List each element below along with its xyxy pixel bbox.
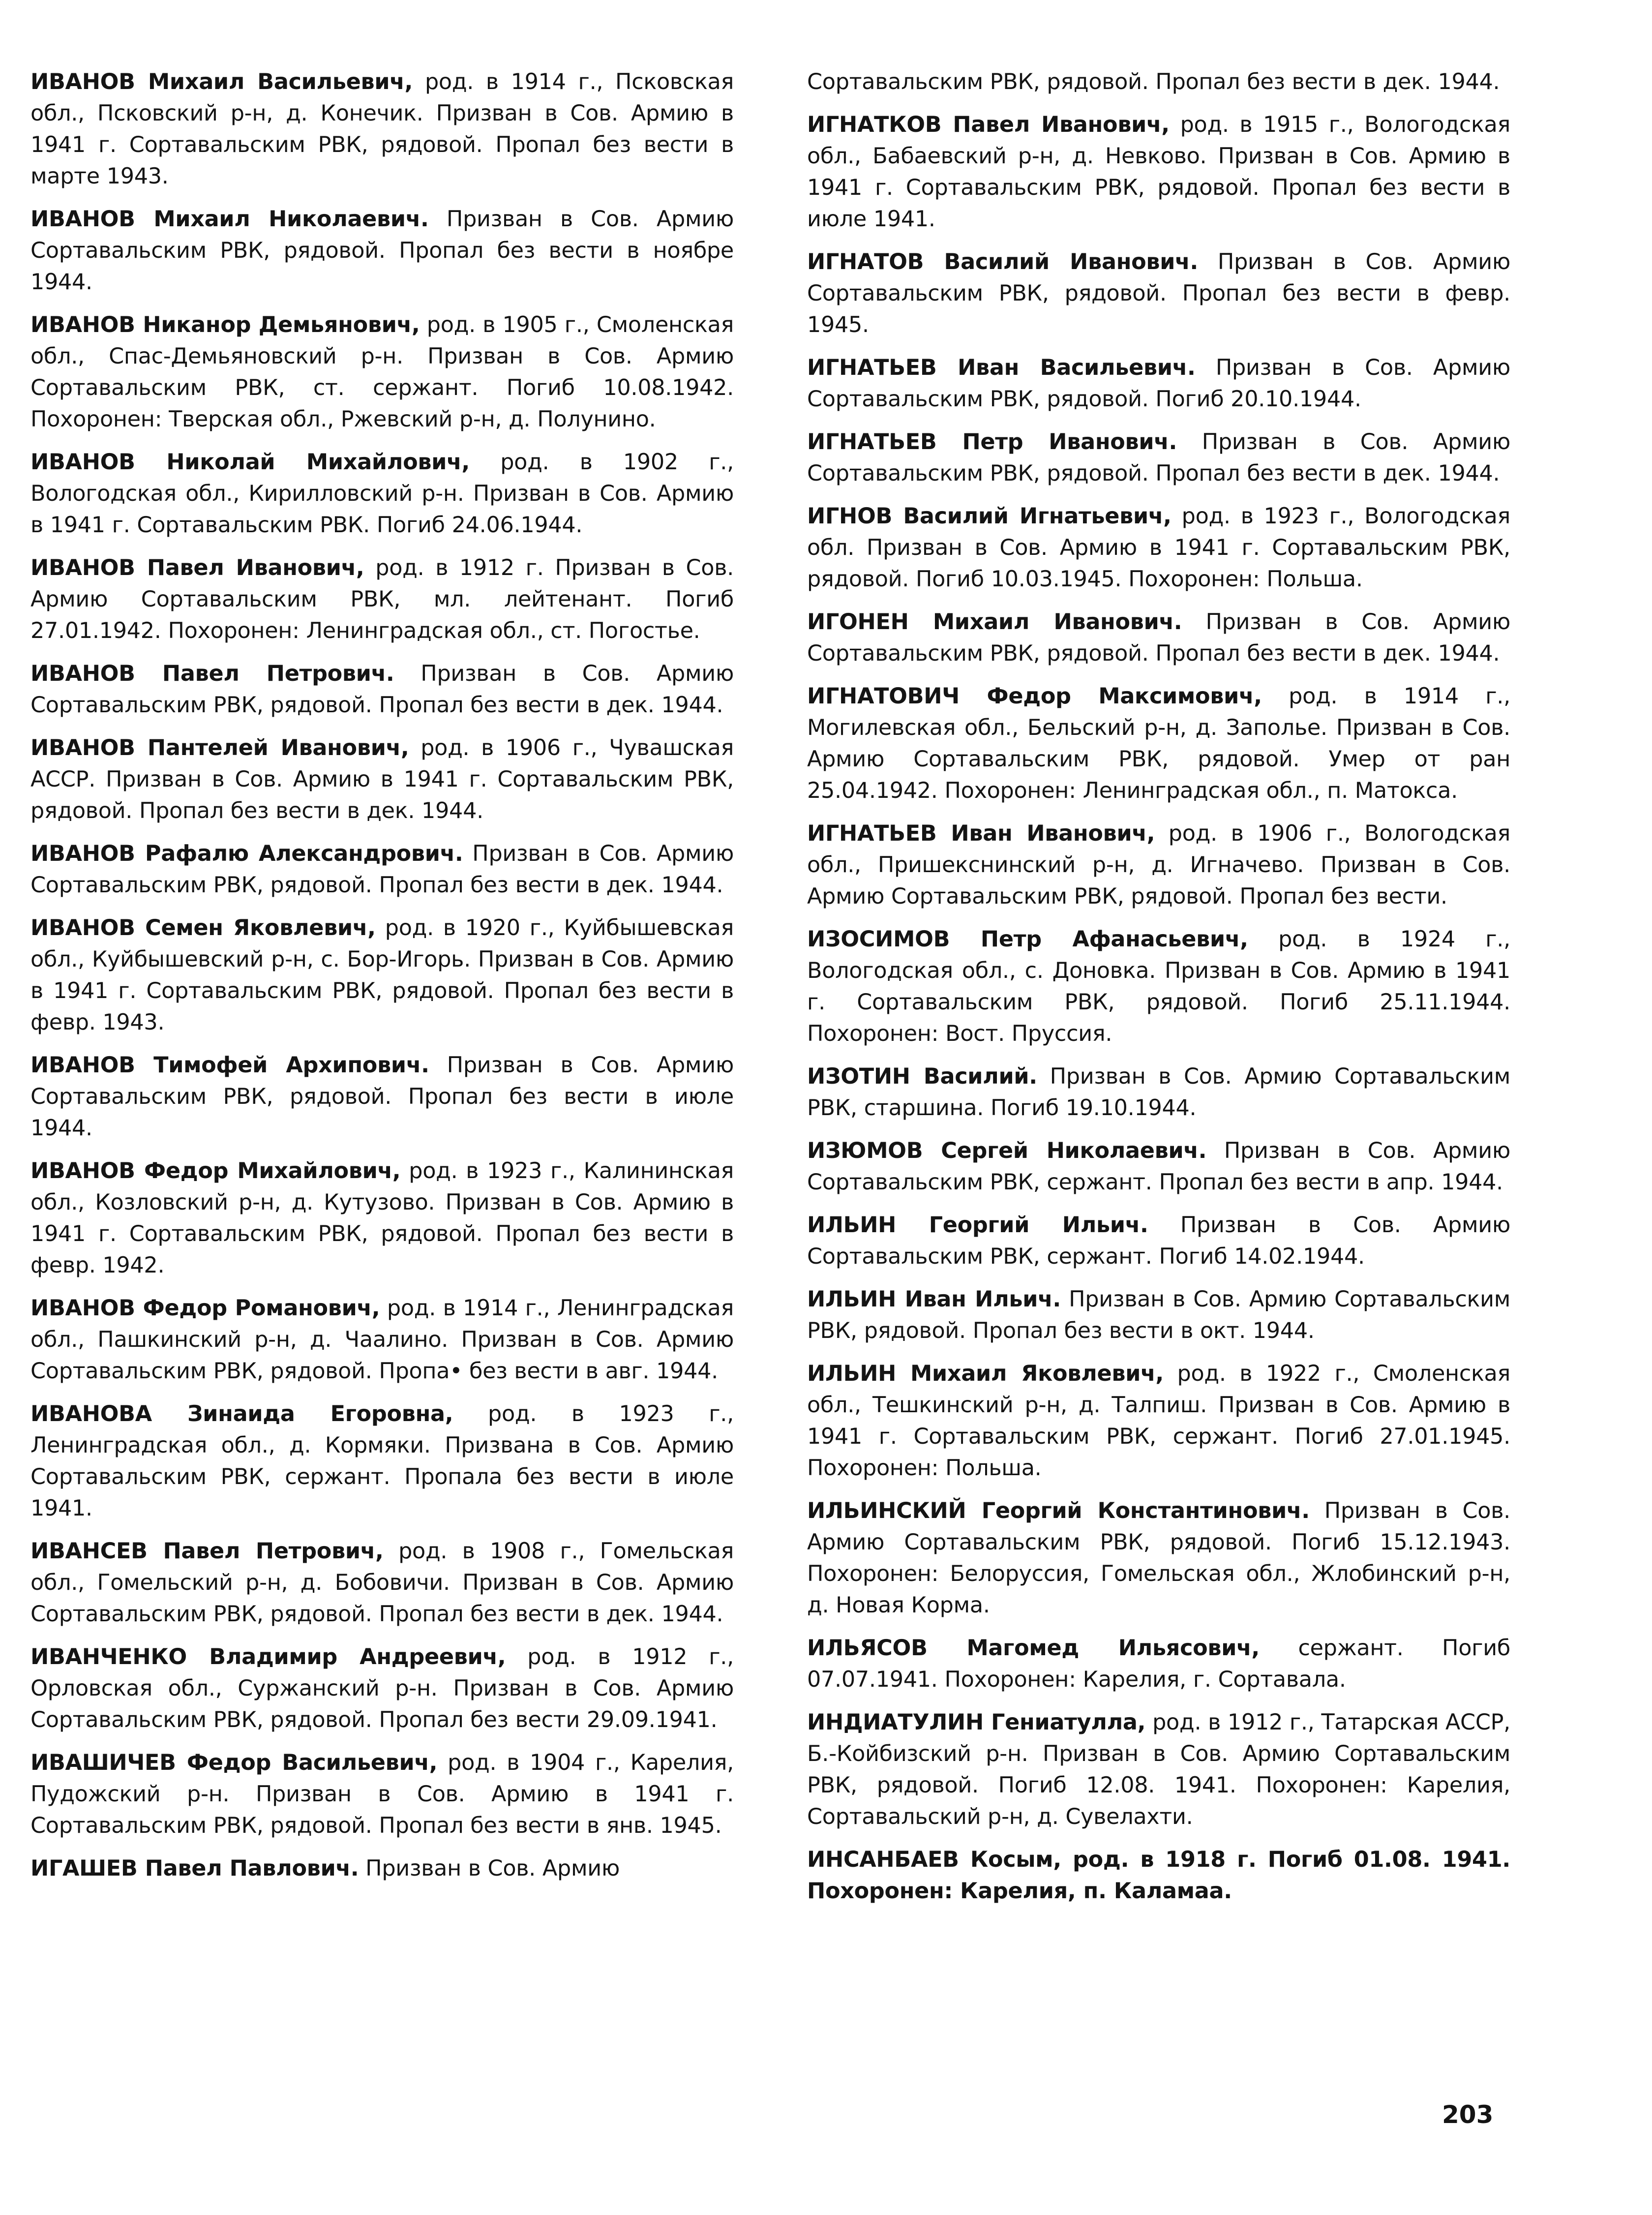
- entry-text: Призван в Сов. Армию Сортавальским РВК, рядовой. Пропал без вести в дек. 1944.: [807, 429, 1511, 486]
- entry-name: ИЛЬИНСКИЙ Георгий Константинович.: [807, 1498, 1310, 1523]
- last-entry: ИНСАНБАЕВ Косым, род. в 1918 г. Погиб 01.08. 1941. Похоронен: Карелия, п. Каламаа.: [807, 1847, 1510, 1904]
- entry-name: ИЛЬИН Михаил Яковлевич,: [807, 1361, 1164, 1386]
- entry-text: сержант. Погиб 07.07.1941. Похоронен: Карелия, г. Сортавала.: [807, 1636, 1510, 1692]
- list-item: [807, 352, 1510, 415]
- list-item: [807, 1358, 1510, 1484]
- entry-text: Призван в Сов. Армию Сортавальским РВК, рядовой. Пропал без вести в ноябре 1944.: [30, 207, 734, 295]
- list-item: [30, 1155, 734, 1281]
- entry-name: ИГНАТОВ Василий Иванович.: [807, 249, 1199, 274]
- entry-name: ИГАШЕВ Павел Павлович.: [30, 1856, 359, 1881]
- list-item: [807, 818, 1510, 912]
- entry-text: род. в 1920 г., Куйбышевская обл., Куйбышевский р-н, с. Бор-Игорь. Призван в Сов. Армию в 1941 г. Сортавальским РВК, рядовой. Пропал без вести в февр. 1943.: [30, 915, 734, 1035]
- entry-text: Призван в Сов. Армию: [359, 1856, 620, 1881]
- list-item: [30, 1398, 734, 1524]
- left-column: [30, 66, 734, 1896]
- entry-text: Призван в Сов. Армию Сортавальским РВК, рядовой. Пропал без вести в июле 1944.: [30, 1053, 734, 1141]
- entry-text: Призван в Сов. Армию Сортавальским РВК, сержант. Погиб 14.02.1944.: [807, 1213, 1511, 1269]
- entry-name: ИЛЬИН Георгий Ильич.: [807, 1213, 1148, 1238]
- entry-name: ИГНАТКОВ Павел Иванович,: [807, 112, 1170, 137]
- list-item: [30, 732, 734, 827]
- entry-name: ИВАНОВ Тимофей Архипович.: [30, 1053, 429, 1078]
- entry-text: род. в 1914 г., Псковская обл., Псковский р-н, д. Конечик. Призван в Сов. Армию в 1941 г. Сортавальским РВК, рядовой. Пропал без вести в марте 1943.: [30, 69, 734, 189]
- entry-text: Призван в Сов. Армию Сортавальским РВК, рядовой. Погиб 15.12.1943. Похоронен: Белоруссия, Гомельская обл., Жлобинский р-н, д. Новая Корма.: [807, 1498, 1510, 1618]
- list-item: [807, 1633, 1510, 1696]
- entry-text: род. в 1902 г., Вологодская обл., Кирилловский р-н. Призван в Сов. Армию в 1941 г. Сортавальским РВК. Погиб 24.06.1944.: [30, 450, 734, 538]
- entry-name: ИВАНОВ Федор Романович,: [30, 1296, 380, 1321]
- list-item: [807, 1284, 1510, 1347]
- list-item: [30, 204, 734, 298]
- list-item: [807, 607, 1510, 669]
- entry-text: род. в 1904 г., Карелия, Пудожский р-н. Призван в Сов. Армию в 1941 г. Сортавальским РВК, рядовой. Пропал без вести в янв. 1945.: [30, 1750, 734, 1838]
- entry-name: ИВАНОВ Николай Михайлович,: [30, 450, 470, 475]
- entry-text: Призван в Сов. Армию Сортавальским РВК, рядовой. Погиб 20.10.1944.: [807, 355, 1511, 412]
- entry-name: ИВАНОВ Семен Яковлевич,: [30, 915, 376, 941]
- entry-text: род. в 1912 г., Татарская АССР, Б.-Койбизский р-н. Призван в Сов. Армию Сортавальским РВК, рядовой. Погиб 12.08. 1941. Похоронен: Карелия, Сортавальский р-н, д. Сувелахти.: [807, 1710, 1510, 1829]
- entry-name: ИВАНОВ Федор Михайлович,: [30, 1158, 401, 1183]
- list-item: [807, 501, 1510, 595]
- entry-name: ИВАНОВ Михаил Васильевич,: [30, 69, 413, 94]
- entry-text: Призван в Сов. Армию Сортавальским РВК, старшина. Погиб 19.10.1944.: [807, 1064, 1510, 1121]
- entry-name: ИГОНЕН Михаил Иванович.: [807, 609, 1182, 635]
- entry-name: ИЗЮМОВ Сергей Николаевич.: [807, 1138, 1207, 1163]
- entry-name: ИГНАТЬЕВ Иван Иванович,: [807, 821, 1155, 846]
- list-item: [30, 658, 734, 721]
- entry-name: ИЛЬИН Иван Ильич.: [807, 1287, 1061, 1312]
- entry-text: Призван в Сов. Армию Сортавальским РВК, рядовой. Пропал без вести в дек. 1944.: [30, 661, 734, 718]
- list-item: [30, 1536, 734, 1630]
- entry-name: ИГНАТЬЕВ Иван Васильевич.: [807, 355, 1196, 380]
- entry-name: ИВАНОВ Михаил Николаевич.: [30, 207, 429, 232]
- entry-text: род. в 1914 г., Могилевская обл., Бельский р-н, д. Заполье. Призван в Сов. Армию Сортавальским РВК, рядовой. Умер от ран 25.04.1942. Похоронен: Ленинградская обл., п. Матокса.: [807, 684, 1510, 803]
- entry-name: ИВАНОВ Павел Иванович,: [30, 555, 364, 580]
- entry-name: ИНДИАТУЛИН Гениатулла,: [807, 1710, 1146, 1735]
- list-item: [30, 309, 734, 435]
- entry-text: род. в 1922 г., Смоленская обл., Тешкинский р-н, д. Талпиш. Призван в Сов. Армию в 1941 г. Сортавальским РВК, сержант. Погиб 27.01.1945. Похоронен: Польша.: [807, 1361, 1511, 1481]
- entry-name: ИВАНОВ Пантелей Иванович,: [30, 735, 409, 760]
- entry-text: Призван в Сов. Армию Сортавальским РВК, рядовой. Пропал без вести в дек. 1944.: [807, 609, 1510, 666]
- list-item: [30, 838, 734, 901]
- list-item: [807, 924, 1510, 1050]
- entry-text: Призван в Сов. Армию Сортавальским РВК, сержант. Пропал без вести в апр. 1944.: [807, 1138, 1510, 1195]
- list-item: [807, 246, 1510, 341]
- right-column: [807, 66, 1510, 1918]
- entry-text: род. в 1906 г., Вологодская обл., Пришекснинский р-н, д. Игначево. Призван в Сов. Армию Сортавальским РВК, рядовой. Пропал без вести.: [807, 821, 1510, 909]
- entry-text: род. в 1923 г., Вологодская обл. Призван в Сов. Армию в 1941 г. Сортавальским РВК, рядовой. Погиб 10.03.1945. Похоронен: Польша.: [807, 504, 1510, 592]
- list-item: [807, 1707, 1510, 1833]
- list-item: [30, 66, 734, 192]
- entry-text: род. в 1906 г., Чувашская АССР. Призван в Сов. Армию в 1941 г. Сортавальским РВК, рядовой. Пропал без вести в дек. 1944.: [30, 735, 734, 823]
- list-item: [30, 1050, 734, 1144]
- list-item: [30, 1641, 734, 1736]
- list-item: [807, 426, 1510, 489]
- entry-name: ИВАНОВ Никанор Демьянович,: [30, 312, 420, 337]
- entry-name: ИВАНСЕВ Павел Петрович,: [30, 1539, 384, 1564]
- list-item: [30, 912, 734, 1038]
- entry-name: ИВАНЧЕНКО Владимир Андреевич,: [30, 1644, 506, 1669]
- entry-text: Призван в Сов. Армию Сортавальским РВК, рядовой. Пропал без вести в дек. 1944.: [30, 841, 734, 898]
- entry-text: род. в 1914 г., Ленинградская обл., Пашкинский р-н, д. Чаалино. Призван в Сов. Армию Сортавальским РВК, рядовой. Пропа• без вести в авг. 1944.: [30, 1296, 734, 1384]
- entry-text: род. в 1915 г., Вологодская обл., Бабаевский р-н, д. Невково. Призван в Сов. Армию в 1941 г. Сортавальским РВК, рядовой. Пропал без вести в июле 1941.: [807, 112, 1510, 232]
- entry-name: ИВАНОВ Рафалю Александрович.: [30, 841, 463, 866]
- list-item: [30, 552, 734, 647]
- entry-text: род. в 1923 г., Калининская обл., Козловский р-н, д. Кутузово. Призван в Сов. Армию в 1941 г. Сортавальским РВК, рядовой. Пропал без вести в февр. 1942.: [30, 1158, 734, 1278]
- list-item: [807, 1135, 1510, 1198]
- list-item: [807, 681, 1510, 807]
- entry-name: ИЗОСИМОВ Петр Афанасьевич,: [807, 927, 1248, 952]
- entry-name: ИГНАТЬЕВ Петр Иванович.: [807, 429, 1177, 455]
- list-item: [30, 447, 734, 541]
- entry-continuation: Сортавальским РВК, рядовой. Пропал без вести в дек. 1944.: [807, 69, 1500, 94]
- entry-text: род. в 1924 г., Вологодская обл., с. Доновка. Призван в Сов. Армию в 1941 г. Сортавальским РВК, рядовой. Погиб 25.11.1944. Похоронен: Вост. Пруссия.: [807, 927, 1510, 1046]
- entry-text: Призван в Сов. Армию Сортавальским РВК, рядовой. Пропал без вести в окт. 1944.: [807, 1287, 1510, 1343]
- list-item: [807, 1061, 1510, 1124]
- entry-name: ИЛЬЯСОВ Магомед Ильясович,: [807, 1636, 1260, 1661]
- entry-text: род. в 1912 г., Орловская обл., Суржанский р-н. Призван в Сов. Армию Сортавальским РВК, рядовой. Пропал без вести 29.09.1941.: [30, 1644, 734, 1732]
- entry-text: род. в 1923 г., Ленинградская обл., д. Кормяки. Призвана в Сов. Армию Сортавальским РВК, сержант. Пропала без вести в июле 1941.: [30, 1401, 734, 1521]
- entry-name: ИГНОВ Василий Игнатьевич,: [807, 504, 1171, 529]
- entry-text: род. в 1912 г. Призван в Сов. Армию Сортавальским РВК, мл. лейтенант. Погиб 27.01.1942. Похоронен: Ленинградская обл., ст. Погостье.: [30, 555, 734, 643]
- entry-text: род. в 1908 г., Гомельская обл., Гомельский р-н, д. Бобовичи. Призван в Сов. Армию Сортавальским РВК, рядовой. Пропал без вести в дек. 1944.: [30, 1539, 734, 1627]
- list-item: [807, 1210, 1510, 1273]
- page-number: 203: [1442, 2100, 1494, 2129]
- list-item: [807, 1495, 1510, 1621]
- entry-name: ИВАНОВА Зинаида Егоровна,: [30, 1401, 453, 1426]
- list-item: [30, 1293, 734, 1387]
- list-item: [30, 1853, 734, 1884]
- entry-text: род. в 1905 г., Смоленская обл., Спас-Демьяновский р-н. Призван в Сов. Армию Сортавальским РВК, ст. сержант. Погиб 10.08.1942. Похоронен: Тверская обл., Ржевский р-н, д. Полунино.: [30, 312, 734, 432]
- entry-name: ИВАШИЧЕВ Федор Васильевич,: [30, 1750, 438, 1775]
- list-item: [807, 109, 1510, 235]
- list-item: [30, 1747, 734, 1842]
- entry-name: ИЗОТИН Василий.: [807, 1064, 1037, 1089]
- entry-name: ИВАНОВ Павел Петрович.: [30, 661, 394, 686]
- entry-text: Призван в Сов. Армию Сортавальским РВК, рядовой. Пропал без вести в февр. 1945.: [807, 249, 1510, 337]
- entry-name: ИГНАТОВИЧ Федор Максимович,: [807, 684, 1262, 709]
